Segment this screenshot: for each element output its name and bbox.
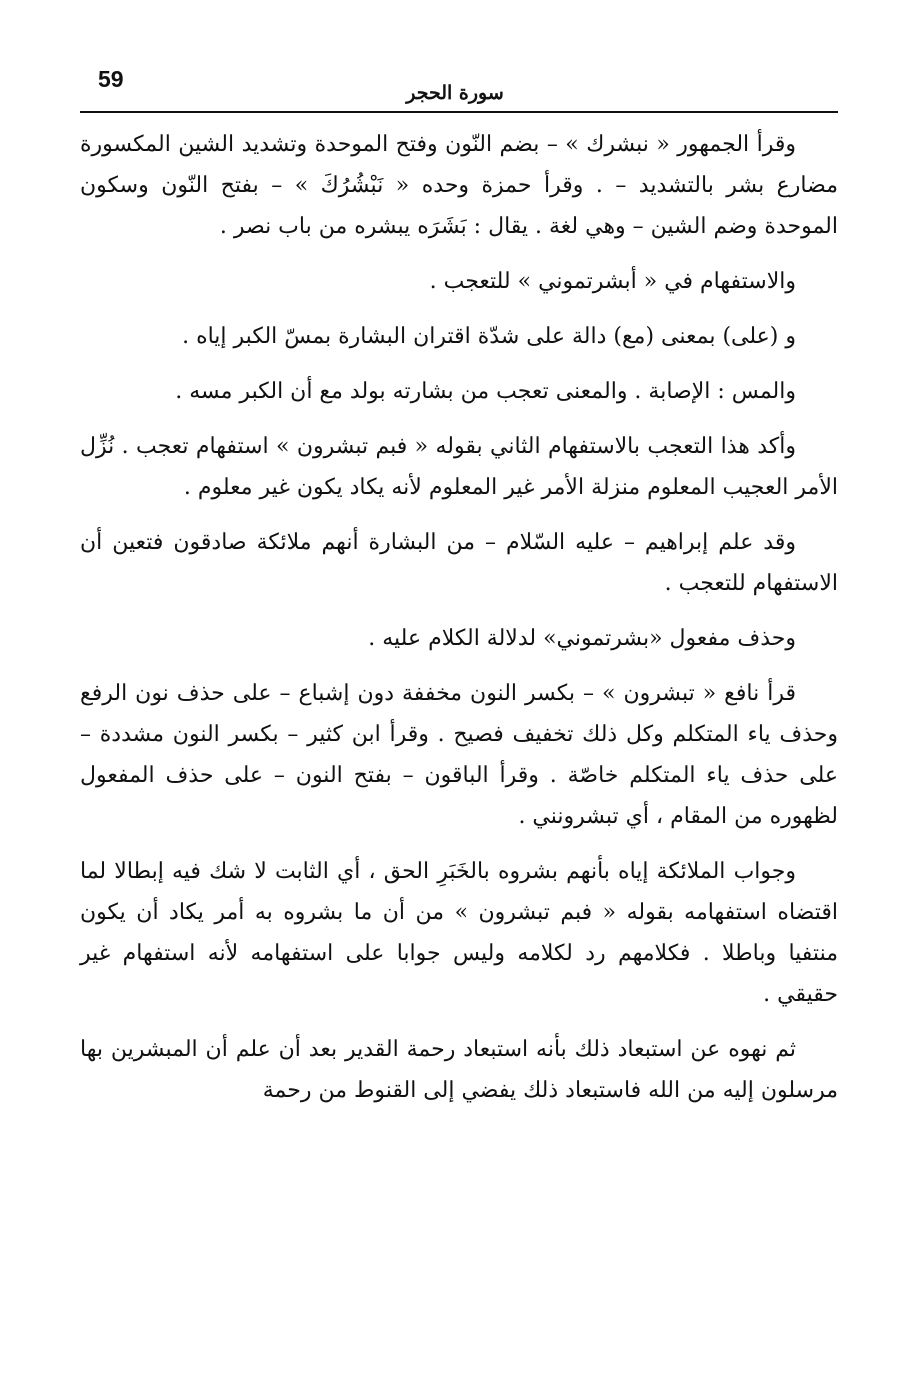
paragraph: وقرأ الجمهور « نبشرك » – بضم النّون وفتح الموحدة وتشديد الشين المكسورة مضارع بشر بالتشديد – . وقرأ حمزة وحده « نَبْشُرُكَ » – بفتح النّون وسكون الموحدة وضم الشين – وهي لغة . يقال : بَشَرَه يبشره من باب نصر . [80,132,838,239]
page-number: 59 [98,66,124,92]
paragraph: وجواب الملائكة إياه بأنهم بشروه بالخَبَرِ الحق ، أي الثابت لا شك فيه إبطالا لما اقتضاه استفهامه بقوله « فبم تبشرون » من أن ما بشروه به أمر يكاد أن يكون منتفيا وباطلا . فكلامهم رد لكلامه وليس جوابا على استفهامه لأنه استفهام غير حقيقي . [80,859,838,1007]
body-text [80,124,838,1111]
paragraph: ثم نهوه عن استبعاد ذلك بأنه استبعاد رحمة القدير بعد أن علم أن المبشرين بها مرسلون إليه من الله فاستبعاد ذلك يفضي إلى القنوط من رحمة [80,1037,838,1103]
paragraph: وحذف مفعول «بشرتموني» لدلالة الكلام عليه . [368,626,796,651]
header-rule [80,111,838,113]
paragraph: والمس : الإصابة . والمعنى تعجب من بشارته بولد مع أن الكبر مسه . [175,379,796,404]
paragraph: وأكد هذا التعجب بالاستفهام الثاني بقوله « فبم تبشرون » استفهام تعجب . نُزِّل الأمر العجيب المعلوم منزلة الأمر غير المعلوم لأنه يكاد يكون غير معلوم . [80,434,838,500]
paragraph: والاستفهام في « أبشرتموني » للتعجب . [429,269,796,294]
paragraph: وقد علم إبراهيم – عليه السّلام – من البشارة أنهم ملائكة صادقون فتعين أن الاستفهام للتعجب . [80,530,838,596]
paragraph: قرأ نافع « تبشرون » – بكسر النون مخففة دون إشباع – على حذف نون الرفع وحذف ياء المتكلم وكل ذلك تخفيف فصيح . وقرأ ابن كثير – بكسر النون مشددة – على حذف ياء المتكلم خاصّة . وقرأ الباقون – بفتح النون – على حذف المفعول لظهوره من المقام ، أي تبشرونني . [80,681,838,829]
paragraph: و (على) بمعنى (مع) دالة على شدّة اقتران البشارة بمسّ الكبر إياه . [182,324,796,349]
running-title: سورة الحجر [406,82,504,104]
